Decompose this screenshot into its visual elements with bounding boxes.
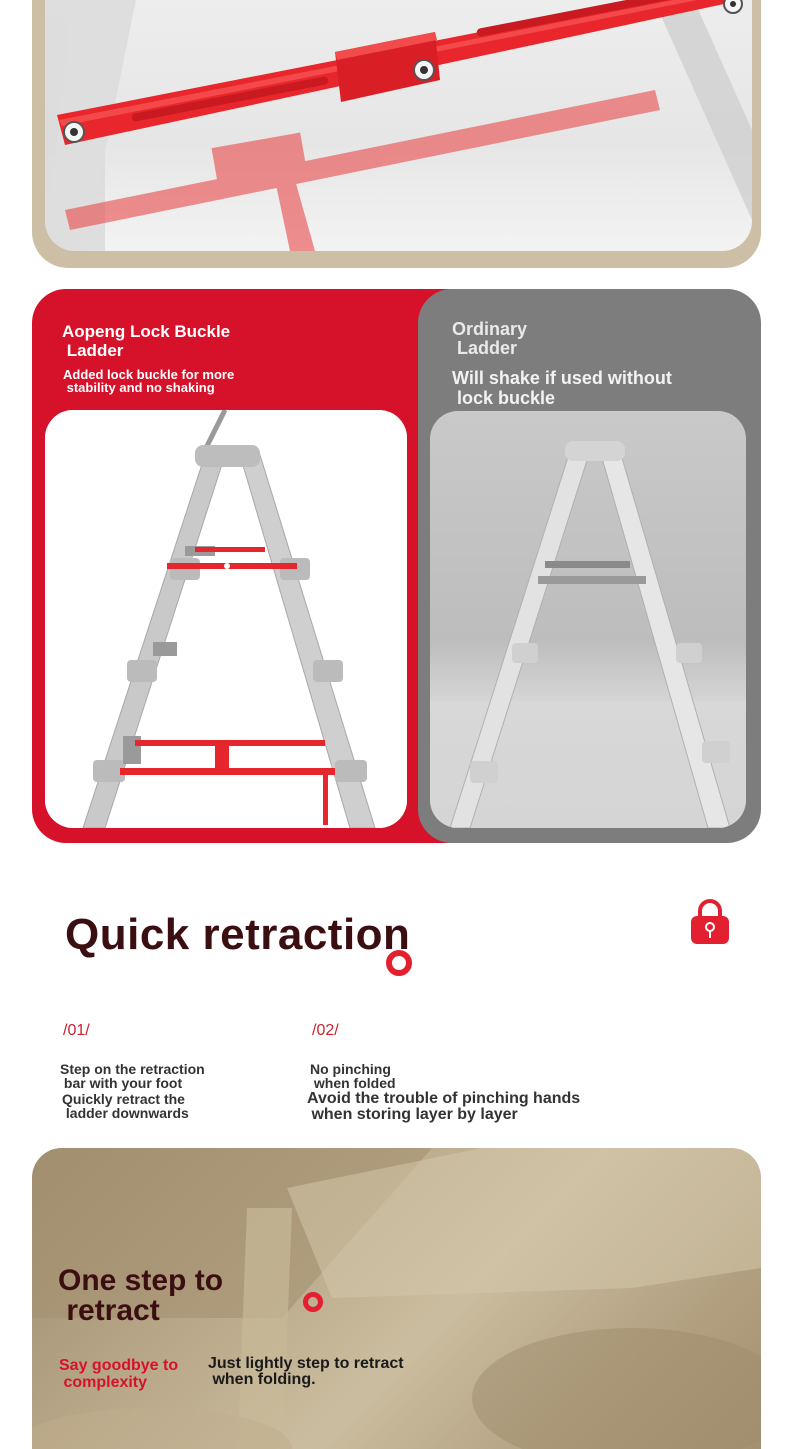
step-02-line1: No pinching when folded xyxy=(310,1061,396,1091)
lock-ladder-title: Aopeng Lock Buckle Ladder xyxy=(62,322,231,360)
ordinary-ladder-image xyxy=(430,411,746,828)
lock-bar-closeup-image xyxy=(45,0,752,251)
step-02-line2: Avoid the trouble of pinching hands when storing layer by layer xyxy=(307,1090,581,1123)
ordinary-ladder-title: Ordinary Ladder xyxy=(452,319,528,358)
step-01-line1: Step on the retraction bar with your foot xyxy=(60,1061,205,1091)
one-step-description: Just lightly step to retract when folding. xyxy=(208,1355,404,1388)
lock-icon xyxy=(689,898,731,946)
accent-ring xyxy=(386,950,412,976)
lock-bar-closeup-frame xyxy=(32,0,761,268)
comparison-section xyxy=(32,289,761,843)
ordinary-ladder-subtitle: Will shake if used without lock buckle xyxy=(452,368,672,408)
lock-ladder-image xyxy=(45,410,407,828)
step-01-line2: Quickly retract the ladder downwards xyxy=(62,1091,189,1121)
quick-retraction-title: Quick retraction xyxy=(65,910,411,959)
step-02-number: /02/ xyxy=(312,1022,339,1039)
one-step-highlight: Say goodbye to complexity xyxy=(59,1357,179,1391)
lock-ladder-subtitle: Added lock buckle for more stability and no shaking xyxy=(63,367,235,395)
one-step-section xyxy=(32,1148,761,1449)
one-step-title: One step to retract xyxy=(58,1264,224,1327)
accent-ring xyxy=(303,1292,323,1312)
step-01-number: /01/ xyxy=(63,1022,90,1039)
